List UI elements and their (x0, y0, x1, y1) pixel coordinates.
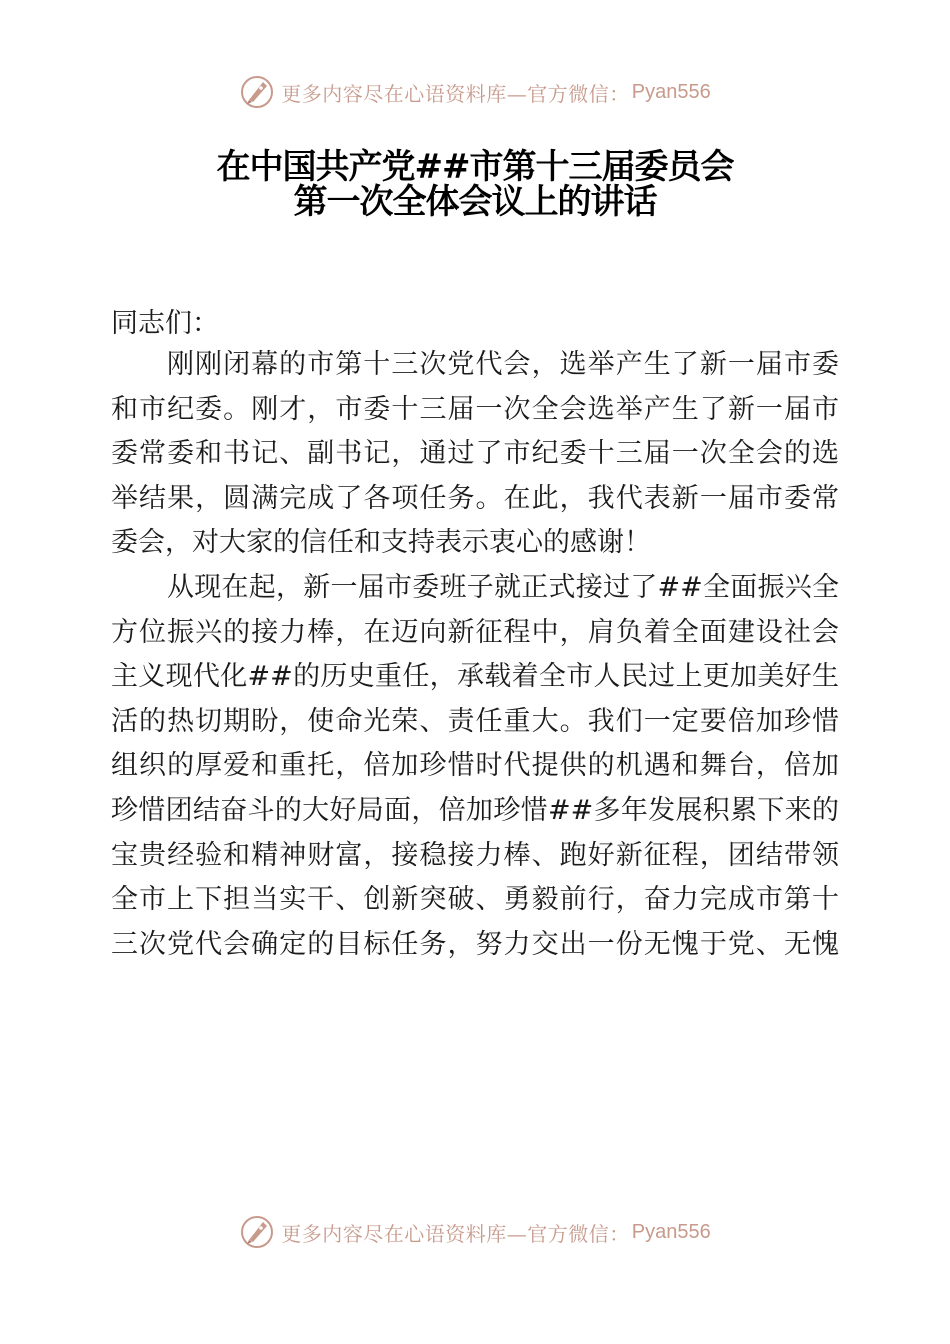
paragraph-line: 刚刚闭幕的市第十三次党代会，选举产生了新一届市委 (167, 349, 839, 380)
pen-nib-logo-icon (239, 1214, 275, 1250)
paragraph-1 (111, 343, 839, 566)
paragraph-2 (111, 566, 839, 967)
pen-nib-logo-icon (239, 74, 275, 110)
paragraph-line: 和市纪委。刚才，市委十三届一次全会选举产生了新一届市 (111, 393, 839, 425)
paragraph-line: 宝贵经验和精神财富，接稳接力棒、跑好新征程，团结带领 (111, 839, 839, 871)
paragraph-line: 方位振兴的接力棒，在迈向新征程中，肩负着全面建设社会 (111, 616, 839, 648)
paragraph-line: 委常委和书记、副书记，通过了市纪委十三届一次全会的选 (111, 438, 839, 470)
document-title-line1: 在中国共产党##市第十三届委员会 (216, 147, 734, 187)
watermark-text: 更多内容尽在心语资料库—官方微信： (281, 1221, 630, 1246)
paragraph-line: 组织的厚爱和重托，倍加珍惜时代提供的机遇和舞台，倍加 (111, 750, 839, 782)
paragraph-line: 委会，对大家的信任和支持表示衷心的感谢！ (111, 527, 651, 559)
paragraph-line: 举结果，圆满完成了各项任务。在此，我代表新一届市委常 (111, 482, 839, 514)
paragraph-line: 三次党代会确定的目标任务，努力交出一份无愧于党、无愧 (111, 928, 839, 960)
salutation: 同志们： (111, 308, 219, 339)
paragraph-line: 从现在起，新一届市委班子就正式接过了##全面振兴全 (167, 572, 839, 603)
footer-watermark (0, 1212, 950, 1252)
header-watermark (0, 72, 950, 112)
watermark-account: Pyan556 (631, 80, 711, 103)
paragraph-line: 主义现代化##的历史重任，承载着全市人民过上更加美好生 (111, 661, 839, 693)
paragraph-line: 活的热切期盼，使命光荣、责任重大。我们一定要倍加珍惜 (111, 705, 839, 737)
watermark-account: Pyan556 (631, 1220, 711, 1243)
paragraph-line: 珍惜团结奋斗的大好局面，倍加珍惜##多年发展积累下来的 (111, 794, 839, 826)
document-title-line2: 第一次全体会议上的讲话 (293, 182, 657, 222)
paragraph-line: 全市上下担当实干、创新突破、勇毅前行，奋力完成市第十 (111, 884, 839, 916)
watermark-text: 更多内容尽在心语资料库—官方微信： (281, 81, 630, 106)
